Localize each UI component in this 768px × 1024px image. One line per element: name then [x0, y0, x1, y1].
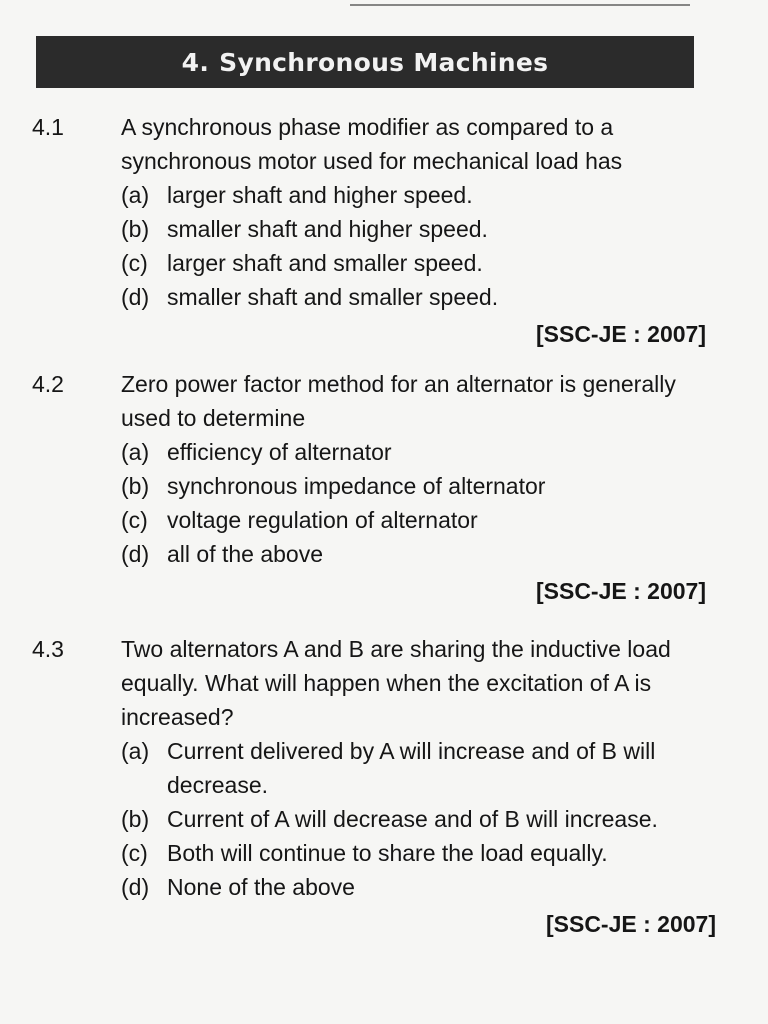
option-d[interactable]	[121, 870, 716, 904]
option-label: (d)	[121, 284, 150, 310]
chapter-title: Synchronous Machines	[219, 47, 549, 77]
option-label: (a)	[121, 439, 150, 465]
option-c[interactable]	[121, 503, 706, 537]
option-list	[121, 178, 706, 314]
question-stem: Zero power factor method for an alternator is generally used to determine	[121, 371, 676, 431]
question-number: 4.1	[32, 114, 64, 140]
option-a[interactable]	[121, 734, 716, 802]
option-b[interactable]	[121, 212, 706, 246]
option-a[interactable]	[121, 435, 706, 469]
chapter-number: 4.	[181, 47, 210, 77]
option-c[interactable]	[121, 836, 716, 870]
option-label: (c)	[121, 840, 148, 866]
previous-page-edge	[350, 0, 690, 6]
option-d[interactable]	[121, 280, 706, 314]
question-number: 4.3	[32, 636, 64, 662]
option-c[interactable]	[121, 246, 706, 280]
option-label: (b)	[121, 806, 150, 832]
option-text: efficiency of alternator	[167, 439, 392, 465]
option-text: Both will continue to share the load equally.	[167, 840, 608, 866]
question-number: 4.2	[32, 371, 64, 397]
option-text: smaller shaft and smaller speed.	[167, 284, 499, 310]
option-list	[121, 435, 706, 571]
option-text: Current delivered by A will increase and of B will decrease.	[167, 738, 656, 798]
option-text: all of the above	[167, 541, 324, 567]
question-body	[121, 367, 706, 609]
option-text: synchronous impedance of alternator	[167, 473, 546, 499]
option-label: (c)	[121, 507, 148, 533]
option-b[interactable]	[121, 469, 706, 503]
option-d[interactable]	[121, 537, 706, 571]
option-text: voltage regulation of alternator	[167, 507, 478, 533]
option-label: (a)	[121, 738, 150, 764]
question-body	[121, 632, 716, 942]
option-label: (a)	[121, 182, 150, 208]
question-stem: A synchronous phase modifier as compared to a synchronous motor used for mechanical load has	[121, 114, 623, 174]
question-stem: Two alternators A and B are sharing the inductive load equally. What will happen when the excitation of A is increased?	[121, 636, 671, 730]
option-label: (d)	[121, 541, 150, 567]
option-text: smaller shaft and higher speed.	[167, 216, 488, 242]
chapter-banner	[36, 36, 694, 88]
option-text: larger shaft and higher speed.	[167, 182, 473, 208]
question-body	[121, 110, 706, 352]
exam-source: [SSC-JE : 2007]	[545, 911, 716, 937]
exam-source: [SSC-JE : 2007]	[535, 321, 706, 347]
option-label: (b)	[121, 473, 150, 499]
exam-source: [SSC-JE : 2007]	[535, 578, 706, 604]
option-text: Current of A will decrease and of B will increase.	[167, 806, 658, 832]
option-a[interactable]	[121, 178, 706, 212]
option-text: larger shaft and smaller speed.	[167, 250, 483, 276]
option-list	[121, 734, 716, 904]
option-text: None of the above	[167, 874, 355, 900]
option-label: (d)	[121, 874, 150, 900]
option-label: (c)	[121, 250, 148, 276]
option-b[interactable]	[121, 802, 716, 836]
option-label: (b)	[121, 216, 150, 242]
